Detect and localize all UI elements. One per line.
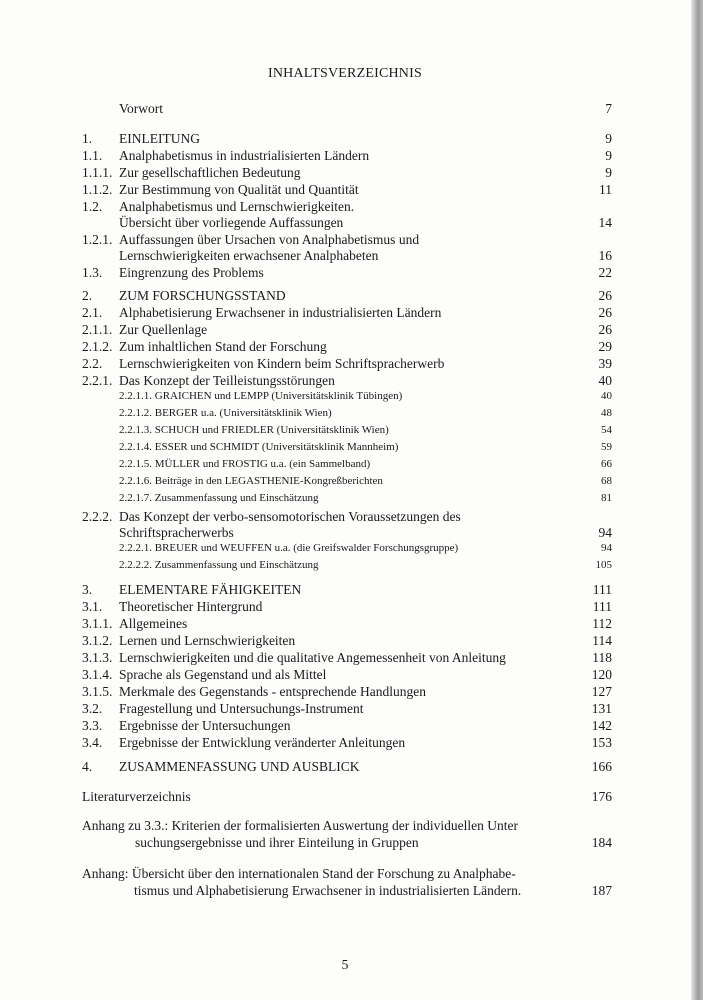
toc-entry-text: 2.2.1.6. Beiträge in den LEGASTHENIE-Kongreßberichten	[119, 475, 383, 487]
toc-entry	[0, 582, 703, 600]
toc-entry	[0, 818, 703, 836]
toc-entry-number: 3.1.	[82, 599, 103, 614]
toc-entry-text: Lernschwierigkeiten und die qualitative Angemessenheit von Anleitung	[119, 650, 506, 665]
toc-entry-number: 3.1.2.	[82, 633, 113, 648]
toc-entry-text: 2.2.1.2. BERGER u.a. (Universitätsklinik Wien)	[119, 407, 332, 419]
toc-entry	[0, 215, 703, 233]
toc-entry-text: Zur Quellenlage	[119, 322, 208, 337]
toc-entry-text: 2.2.1.3. SCHUCH und FRIEDLER (Universitätsklinik Wien)	[119, 424, 389, 436]
toc-entry-text: Eingrenzung des Problems	[119, 265, 264, 280]
toc-entry-number: 3.1.5.	[82, 684, 113, 699]
toc-entry-number: 1.1.1.	[82, 165, 113, 180]
toc-entry	[0, 735, 703, 753]
toc-entry-text: Schriftspracherwerbs	[119, 525, 234, 540]
toc-entry-text: Sprache als Gegenstand und als Mittel	[119, 667, 327, 682]
toc-entry	[0, 182, 703, 200]
toc-entry-page: 111	[592, 599, 612, 614]
toc-entry	[0, 633, 703, 651]
toc-entry-page: 81	[601, 492, 612, 504]
toc-entry-page: 26	[598, 305, 612, 320]
toc-entry-text: Merkmale des Gegenstands - entsprechende Handlungen	[119, 684, 427, 699]
toc-entry-page: 176	[591, 789, 612, 804]
toc-entry	[0, 165, 703, 183]
toc-entry-text: ELEMENTARE FÄHIGKEITEN	[119, 582, 302, 597]
toc-entry-text: Zur Bestimmung von Qualität und Quantität	[119, 182, 359, 197]
toc-entry	[0, 883, 703, 901]
toc-entry-page: 40	[601, 390, 612, 402]
toc-entry	[0, 390, 703, 408]
toc-entry	[0, 835, 703, 853]
toc-entry-number: 1.	[82, 131, 93, 146]
toc-entry-page: 26	[598, 322, 612, 337]
toc-entry-page: 114	[592, 633, 612, 648]
toc-entry	[0, 339, 703, 357]
toc-entry-number: 3.1.1.	[82, 616, 113, 631]
toc-entry-text: Anhang zu 3.3.: Kriterien der formalisierten Auswertung der individuellen Unter	[82, 818, 519, 833]
toc-entry-page: 184	[591, 835, 612, 850]
toc-entry-text: Analphabetismus und Lernschwierigkeiten.	[119, 199, 355, 214]
toc-entry	[0, 701, 703, 719]
toc-entry-number: 3.2.	[82, 701, 103, 716]
toc-entry-text: Lernen und Lernschwierigkeiten	[119, 633, 296, 648]
toc-entry-text: Das Konzept der verbo-sensomotorischen Voraussetzungen des	[119, 509, 461, 524]
toc-entry	[0, 148, 703, 166]
toc-entry-page: 187	[591, 883, 612, 898]
toc-entry-page: 40	[598, 373, 612, 388]
toc-entry	[0, 424, 703, 442]
toc-entry-page: 94	[601, 542, 612, 554]
toc-entry-text: Übersicht über vorliegende Auffassungen	[119, 215, 344, 230]
toc-entry-number: 3.4.	[82, 735, 103, 750]
toc-entry-page: 29	[598, 339, 612, 354]
toc-entry-text: Allgemeines	[119, 616, 188, 631]
toc-entry-text: Ergebnisse der Entwicklung veränderter Anleitungen	[119, 735, 406, 750]
toc-entry-page: 39	[598, 356, 612, 371]
toc-entry-number: 1.1.	[82, 148, 103, 163]
toc-entry	[0, 667, 703, 685]
toc-entry-page: 105	[595, 559, 612, 571]
toc-entry-text: Auffassungen über Ursachen von Analphabetismus und	[119, 232, 420, 247]
toc-entry	[0, 599, 703, 617]
toc-entry-text: Ergebnisse der Untersuchungen	[119, 718, 291, 733]
toc-entry	[0, 131, 703, 149]
toc-entry	[0, 441, 703, 459]
toc-entry	[0, 322, 703, 340]
toc-entry-text: 2.2.1.7. Zusammenfassung und Einschätzung	[119, 492, 319, 504]
toc-entry-page: 9	[605, 131, 612, 146]
toc-entry-page: 7	[605, 101, 612, 116]
toc-entry	[0, 458, 703, 476]
toc-entry-text: EINLEITUNG	[119, 131, 200, 146]
toc-entry-number: 2.2.2.	[82, 509, 113, 524]
toc-entry-number: 1.1.2.	[82, 182, 113, 197]
toc-entry	[0, 789, 703, 807]
toc-entry-text: Zur gesellschaftlichen Bedeutung	[119, 165, 301, 180]
toc-entry-number: 3.	[82, 582, 93, 597]
page-number: 5	[341, 957, 349, 972]
toc-entry-text: Literaturverzeichnis	[82, 789, 191, 804]
toc-entry-page: 59	[601, 441, 612, 453]
toc-entry-text: Theoretischer Hintergrund	[119, 599, 263, 614]
toc-entry-text: Alphabetisierung Erwachsener in industrialisierten Ländern	[119, 305, 442, 320]
toc-entry-number: 1.2.1.	[82, 232, 113, 247]
toc-entry-number: 2.1.1.	[82, 322, 113, 337]
toc-entry-number: 1.2.	[82, 199, 103, 214]
toc-entry-text: Analphabetismus in industrialisierten Ländern	[119, 148, 370, 163]
toc-entry-page: 11	[599, 182, 612, 197]
toc-entry	[0, 356, 703, 374]
toc-entry-page: 9	[605, 165, 612, 180]
toc-entry-text: Lernschwierigkeiten erwachsener Analphabeten	[119, 248, 379, 263]
toc-entry-number: 1.3.	[82, 265, 103, 280]
toc-entry-text: 2.2.1.4. ESSER und SCHMIDT (Universitätsklinik Mannheim)	[119, 441, 399, 453]
toc-entry	[0, 407, 703, 425]
toc-entry-page: 112	[592, 616, 612, 631]
toc-entry-text: tismus und Alphabetisierung Erwachsener in industrialisierten Ländern.	[134, 883, 522, 898]
toc-entry-text: ZUSAMMENFASSUNG UND AUSBLICK	[119, 759, 360, 774]
toc-entry-page: 66	[601, 458, 612, 470]
toc-entry	[0, 265, 703, 283]
toc-entry	[0, 525, 703, 543]
toc-entry-page: 48	[601, 407, 612, 419]
toc-entry-page: 131	[591, 701, 612, 716]
toc-entry-text: 2.2.2.2. Zusammenfassung und Einschätzung	[119, 559, 319, 571]
toc-entry-page: 26	[598, 288, 612, 303]
toc-entry-number: 2.2.	[82, 356, 103, 371]
toc-entry-page: 142	[591, 718, 612, 733]
toc-entry-page: 9	[605, 148, 612, 163]
toc-entry-page: 22	[598, 265, 612, 280]
toc-entry-number: 3.1.4.	[82, 667, 113, 682]
toc-entry-text: 2.2.1.5. MÜLLER und FROSTIG u.a. (ein Sammelband)	[119, 458, 371, 470]
toc-entry-page: 166	[591, 759, 612, 774]
toc-entry-number: 2.1.2.	[82, 339, 113, 354]
toc-entry-page: 14	[598, 215, 612, 230]
toc-entry-text: Zum inhaltlichen Stand der Forschung	[119, 339, 327, 354]
toc-entry-text: Fragestellung und Untersuchungs-Instrument	[119, 701, 364, 716]
toc-entry	[0, 373, 703, 391]
toc-entry	[0, 101, 703, 119]
toc-entry-text: 2.2.2.1. BREUER und WEUFFEN u.a. (die Greifswalder Forschungsgruppe)	[119, 542, 459, 554]
toc-entry-text: Vorwort	[119, 101, 164, 116]
toc-entry	[0, 866, 703, 884]
toc-entry-page: 16	[598, 248, 612, 263]
toc-entry	[0, 305, 703, 323]
toc-entry-text: Das Konzept der Teilleistungsstörungen	[119, 373, 335, 388]
toc-entry-number: 4.	[82, 759, 93, 774]
toc-entry	[0, 288, 703, 306]
toc-entry	[0, 492, 703, 510]
toc-entry	[0, 616, 703, 634]
toc-entry-text: ZUM FORSCHUNGSSTAND	[119, 288, 286, 303]
toc-entry-page: 68	[601, 475, 612, 487]
toc-entry-page: 94	[598, 525, 612, 540]
toc-title: INHALTSVERZEICHNIS	[268, 66, 422, 81]
toc-entry-page: 153	[591, 735, 612, 750]
toc-entry-page: 111	[592, 582, 612, 597]
toc-entry-number: 2.	[82, 288, 93, 303]
toc-entry-page: 127	[591, 684, 612, 699]
toc-entry-text: suchungsergebnisse und ihrer Einteilung in Gruppen	[135, 835, 419, 850]
toc-entry-page: 118	[592, 650, 612, 665]
toc-entry-number: 3.3.	[82, 718, 103, 733]
toc-entry	[0, 475, 703, 493]
toc-entry-number: 2.2.1.	[82, 373, 113, 388]
toc-entry	[0, 718, 703, 736]
toc-entry-page: 120	[591, 667, 612, 682]
toc-entry-number: 3.1.3.	[82, 650, 113, 665]
toc-entry-text: Anhang: Übersicht über den internationalen Stand der Forschung zu Analphabe-	[82, 866, 516, 881]
toc-entry	[0, 684, 703, 702]
toc-entry	[0, 650, 703, 668]
toc-entry	[0, 542, 703, 560]
toc-entry-number: 2.1.	[82, 305, 103, 320]
toc-entry	[0, 248, 703, 266]
toc-entry-text: Lernschwierigkeiten von Kindern beim Schriftspracherwerb	[119, 356, 445, 371]
toc-entry-text: 2.2.1.1. GRAICHEN und LEMPP (Universitätsklinik Tübingen)	[119, 390, 403, 402]
toc-entry	[0, 559, 703, 577]
toc-entry-page: 54	[601, 424, 612, 436]
toc-entry	[0, 759, 703, 777]
